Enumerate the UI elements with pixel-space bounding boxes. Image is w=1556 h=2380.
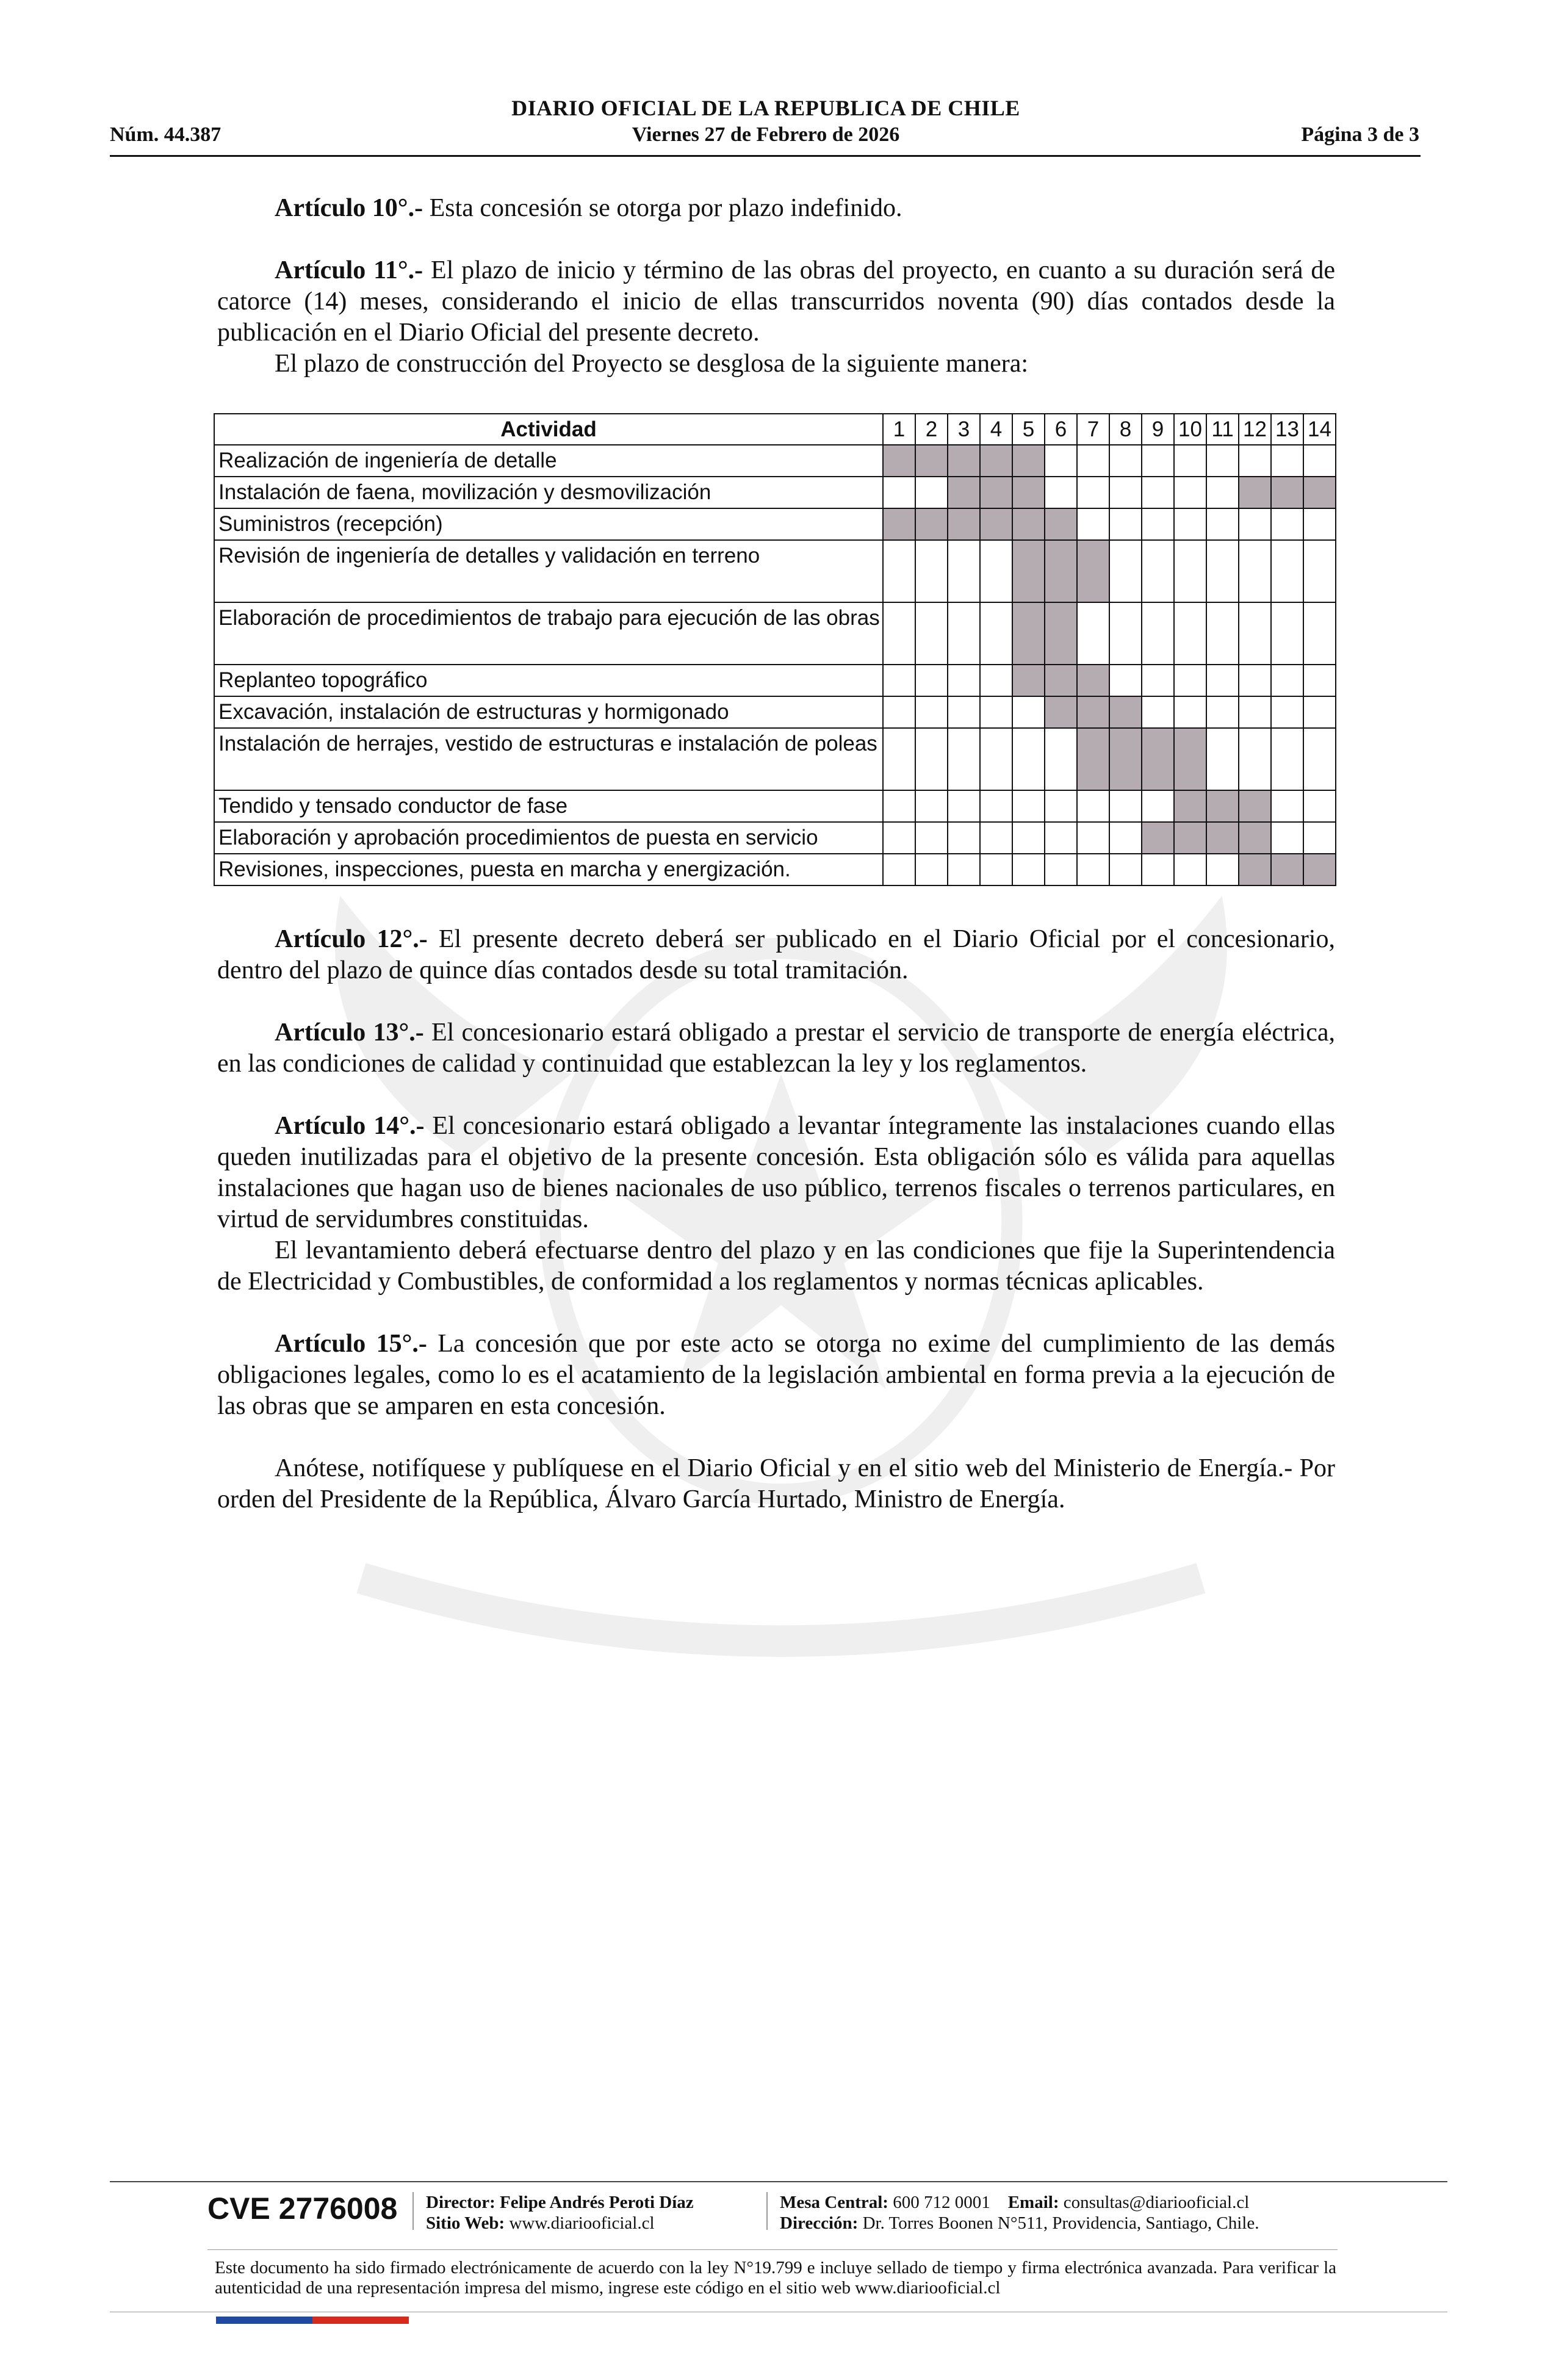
gantt-cell-empty: [1174, 854, 1206, 885]
gantt-cell-active: [980, 477, 1012, 508]
gantt-cell-empty: [1109, 790, 1142, 822]
gantt-cell-empty: [1271, 790, 1303, 822]
gantt-cell-empty: [1271, 602, 1303, 665]
legal-notice: Este documento ha sido firmado electrónicamente de acuerdo con la ley N°19.799 e incluye sellado de tiempo y firma electrónica avanzada. Para verificar la autenticidad de una representación impresa del mismo, ingrese este código en el sitio web www.diariooficial.cl: [215, 2258, 1336, 2298]
gantt-cell-active: [1239, 790, 1271, 822]
gantt-cell-empty: [915, 665, 948, 696]
gantt-cell-empty: [1206, 696, 1239, 728]
gantt-cell-empty: [980, 665, 1012, 696]
gantt-cell-active: [1303, 854, 1336, 885]
article-14: Artículo 14°.- El concesionario estará obligado a levantar íntegramente las instalaciones cuando ellas queden inutilizadas para el objetivo de la presente concesión. Esta obligación sólo es válida para aquellas instalaciones que hagan uso de bienes nacionales de uso público, terrenos fiscales o terrenos particulares, en virtud de servidumbres constituidas.: [217, 1112, 1335, 1233]
gantt-cell-active: [1012, 602, 1045, 665]
gantt-cell-empty: [1142, 477, 1174, 508]
header-divider: [110, 155, 1421, 157]
gantt-month-header: 10: [1174, 414, 1206, 445]
gantt-cell-empty: [883, 602, 915, 665]
gantt-activity-label: Revisiones, inspecciones, puesta en marcha y energización.: [214, 854, 883, 885]
gantt-cell-active: [1109, 728, 1142, 790]
gantt-month-header: 2: [915, 414, 948, 445]
gantt-cell-active: [1045, 665, 1077, 696]
gantt-row: [214, 477, 1336, 508]
gantt-cell-active: [1271, 477, 1303, 508]
gantt-cell-active: [1174, 790, 1206, 822]
gantt-cell-empty: [1271, 665, 1303, 696]
gantt-cell-empty: [883, 477, 915, 508]
gantt-cell-empty: [883, 790, 915, 822]
gantt-cell-empty: [1045, 790, 1077, 822]
gantt-cell-active: [1206, 822, 1239, 854]
gantt-month-header: 6: [1045, 414, 1077, 445]
gantt-cell-empty: [915, 854, 948, 885]
gantt-cell-empty: [883, 854, 915, 885]
gantt-activity-label: Suministros (recepción): [214, 508, 883, 540]
gantt-cell-empty: [1239, 602, 1271, 665]
gantt-cell-empty: [1206, 508, 1239, 540]
gantt-cell-empty: [1109, 540, 1142, 602]
gantt-row: [214, 665, 1336, 696]
gantt-activity-label: Elaboración de procedimientos de trabajo para ejecución de las obras: [214, 602, 883, 665]
gantt-cell-empty: [1303, 540, 1336, 602]
gantt-cell-empty: [1142, 602, 1174, 665]
gantt-cell-empty: [980, 822, 1012, 854]
gantt-cell-empty: [883, 696, 915, 728]
article-11: Artículo 11°.- El plazo de inicio y término de las obras del proyecto, en cuanto a su duración será de catorce (14) meses, considerando el inicio de ellas transcurridos noventa (90) días contados desde la publicación en el Diario Oficial del presente decreto.: [217, 256, 1336, 347]
gantt-cell-active: [1077, 665, 1109, 696]
gantt-cell-active: [1142, 728, 1174, 790]
gantt-cell-active: [1012, 477, 1045, 508]
gantt-cell-empty: [1303, 508, 1336, 540]
gantt-cell-empty: [915, 696, 948, 728]
footer-separator: [766, 2192, 768, 2230]
email-link[interactable]: consultas@diariooficial.cl: [1063, 2193, 1250, 2212]
gantt-cell-empty: [1045, 854, 1077, 885]
gantt-cell-empty: [1109, 665, 1142, 696]
gantt-cell-empty: [1109, 508, 1142, 540]
gantt-cell-active: [915, 508, 948, 540]
gantt-cell-empty: [883, 822, 915, 854]
gantt-month-header: 13: [1271, 414, 1303, 445]
gantt-cell-empty: [1303, 602, 1336, 665]
gantt-cell-empty: [883, 665, 915, 696]
gantt-cell-empty: [1271, 822, 1303, 854]
footer-separator: [412, 2192, 414, 2230]
decree-body-continued: [217, 924, 1335, 1515]
gantt-month-header: 3: [948, 414, 980, 445]
gantt-cell-empty: [1109, 854, 1142, 885]
gantt-activity-label: Replanteo topográfico: [214, 665, 883, 696]
gantt-cell-active: [1077, 696, 1109, 728]
gantt-cell-empty: [1142, 540, 1174, 602]
gantt-cell-active: [1239, 822, 1271, 854]
gantt-cell-empty: [1077, 477, 1109, 508]
gantt-cell-active: [1045, 696, 1077, 728]
gantt-cell-empty: [1142, 790, 1174, 822]
gantt-cell-empty: [1109, 445, 1142, 477]
gantt-month-header: 11: [1206, 414, 1239, 445]
gantt-cell-active: [948, 508, 980, 540]
gantt-cell-empty: [1303, 696, 1336, 728]
gantt-cell-empty: [1303, 665, 1336, 696]
gantt-cell-empty: [1174, 477, 1206, 508]
newspaper-title: DIARIO OFICIAL DE LA REPUBLICA DE CHILE: [511, 96, 1020, 120]
gantt-cell-active: [1012, 508, 1045, 540]
flag-stripe-blue: [216, 2317, 312, 2324]
gantt-cell-empty: [948, 854, 980, 885]
gantt-cell-empty: [1142, 445, 1174, 477]
gantt-cell-active: [1045, 540, 1077, 602]
gantt-row: [214, 508, 1336, 540]
gantt-cell-active: [915, 445, 948, 477]
gantt-row: [214, 602, 1336, 665]
gantt-month-header: 5: [1012, 414, 1045, 445]
gantt-cell-empty: [1142, 665, 1174, 696]
gantt-cell-active: [1012, 540, 1045, 602]
gantt-cell-empty: [948, 790, 980, 822]
gantt-cell-empty: [1206, 445, 1239, 477]
gantt-cell-empty: [1206, 602, 1239, 665]
gantt-cell-active: [1271, 854, 1303, 885]
gantt-cell-empty: [1174, 445, 1206, 477]
gantt-cell-empty: [1271, 445, 1303, 477]
gantt-activity-label: Excavación, instalación de estructuras y hormigonado: [214, 696, 883, 728]
gantt-cell-empty: [1077, 508, 1109, 540]
footer-director-block: Director: Felipe Andrés Peroti Díaz Sitio Web: www.diariooficial.cl: [426, 2193, 694, 2233]
gantt-cell-active: [1239, 477, 1271, 508]
gantt-cell-active: [1174, 822, 1206, 854]
gantt-cell-empty: [1142, 508, 1174, 540]
gantt-cell-active: [1077, 728, 1109, 790]
gantt-cell-empty: [1109, 822, 1142, 854]
gantt-cell-empty: [1045, 477, 1077, 508]
article-13: Artículo 13°.- El concesionario estará obligado a prestar el servicio de transporte de energía eléctrica, en las condiciones de calidad y continuidad que establezcan la ley y los reglamentos.: [217, 1019, 1335, 1078]
gantt-cell-empty: [1239, 540, 1271, 602]
gantt-cell-empty: [1206, 854, 1239, 885]
gantt-activity-label: Elaboración y aprobación procedimientos de puesta en servicio: [214, 822, 883, 854]
gantt-cell-empty: [1271, 728, 1303, 790]
gantt-cell-empty: [1174, 540, 1206, 602]
gantt-cell-active: [1142, 822, 1174, 854]
gantt-cell-empty: [948, 696, 980, 728]
gantt-header-activity: Actividad: [214, 414, 883, 445]
gantt-cell-empty: [915, 602, 948, 665]
issue-number: Núm. 44.387: [110, 123, 222, 146]
article-11-paragraph-2: El plazo de construcción del Proyecto se desglosa de la siguiente manera:: [275, 350, 1029, 378]
gantt-cell-empty: [1077, 602, 1109, 665]
gantt-cell-empty: [1045, 445, 1077, 477]
gantt-cell-empty: [915, 477, 948, 508]
gantt-cell-empty: [980, 728, 1012, 790]
gantt-row: [214, 540, 1336, 602]
gantt-cell-empty: [1077, 790, 1109, 822]
gantt-cell-empty: [1142, 854, 1174, 885]
gantt-cell-active: [980, 508, 1012, 540]
gantt-row: [214, 822, 1336, 854]
gantt-month-header: 9: [1142, 414, 1174, 445]
gantt-cell-active: [1012, 665, 1045, 696]
gantt-activity-label: Realización de ingeniería de detalle: [214, 445, 883, 477]
gantt-cell-active: [1077, 540, 1109, 602]
gantt-cell-empty: [1303, 445, 1336, 477]
gantt-cell-empty: [948, 728, 980, 790]
gantt-cell-empty: [915, 540, 948, 602]
cve-code: CVE 2776008: [207, 2191, 398, 2226]
gantt-cell-active: [948, 445, 980, 477]
article-10: Artículo 10°.- Esta concesión se otorga por plazo indefinido.: [275, 194, 902, 222]
gantt-cell-empty: [980, 540, 1012, 602]
gantt-cell-empty: [1239, 728, 1271, 790]
gantt-cell-empty: [980, 854, 1012, 885]
footer-contact-block: Mesa Central: 600 712 0001 Email: consultas@diariooficial.cl Dirección: Dr. Torres Boonen N°511, Providencia, Santiago, Chile.: [780, 2193, 1259, 2233]
gantt-cell-active: [1012, 445, 1045, 477]
gantt-cell-empty: [1174, 665, 1206, 696]
gantt-cell-empty: [1206, 728, 1239, 790]
article-12: Artículo 12°.- El presente decreto deberá ser publicado en el Diario Oficial por el concesionario, dentro del plazo de quince días contados desde su total tramitación.: [217, 925, 1335, 984]
footer-divider-top: [110, 2181, 1447, 2182]
gantt-cell-active: [1206, 790, 1239, 822]
gantt-cell-empty: [915, 822, 948, 854]
gantt-cell-empty: [915, 790, 948, 822]
gantt-cell-empty: [1045, 822, 1077, 854]
gantt-cell-empty: [1303, 822, 1336, 854]
gantt-cell-empty: [1206, 540, 1239, 602]
gantt-cell-empty: [1303, 728, 1336, 790]
gantt-cell-empty: [980, 696, 1012, 728]
gantt-cell-active: [1045, 602, 1077, 665]
gantt-cell-empty: [948, 665, 980, 696]
decree-body: [217, 193, 1335, 380]
issue-date: Viernes 27 de Febrero de 2026: [632, 123, 900, 146]
gantt-cell-empty: [948, 822, 980, 854]
gantt-cell-empty: [1174, 602, 1206, 665]
gantt-cell-empty: [1012, 822, 1045, 854]
gantt-cell-empty: [1303, 790, 1336, 822]
gantt-activity-label: Revisión de ingeniería de detalles y validación en terreno: [214, 540, 883, 602]
gantt-cell-active: [1303, 477, 1336, 508]
gantt-cell-empty: [980, 790, 1012, 822]
gantt-cell-active: [1239, 854, 1271, 885]
footer-divider-middle: [207, 2249, 1338, 2250]
gantt-cell-empty: [1077, 854, 1109, 885]
gantt-cell-empty: [1077, 822, 1109, 854]
gantt-activity-label: Tendido y tensado conductor de fase: [214, 790, 883, 822]
flag-stripe-red: [312, 2317, 409, 2324]
gantt-cell-empty: [1109, 477, 1142, 508]
gantt-cell-empty: [980, 602, 1012, 665]
gantt-row: [214, 728, 1336, 790]
gantt-cell-empty: [1045, 728, 1077, 790]
gantt-cell-empty: [1271, 696, 1303, 728]
gantt-cell-empty: [1012, 728, 1045, 790]
gantt-cell-empty: [1239, 445, 1271, 477]
gantt-cell-empty: [948, 540, 980, 602]
gantt-row: [214, 790, 1336, 822]
gantt-cell-active: [883, 445, 915, 477]
gantt-cell-empty: [1239, 665, 1271, 696]
construction-schedule-table: [214, 413, 1336, 886]
gantt-row: [214, 854, 1336, 885]
gantt-cell-empty: [1012, 790, 1045, 822]
gantt-cell-active: [1045, 508, 1077, 540]
closing-formula: Anótese, notifíquese y publíquese en el Diario Oficial y en el sitio web del Ministerio de Energía.- Por orden del Presidente de la República, Álvaro García Hurtado, Ministro de Energía.: [217, 1454, 1335, 1513]
gantt-cell-empty: [1077, 445, 1109, 477]
gantt-cell-empty: [883, 728, 915, 790]
gantt-month-header: 4: [980, 414, 1012, 445]
gantt-activity-label: Instalación de faena, movilización y desmovilización: [214, 477, 883, 508]
gantt-cell-empty: [1239, 508, 1271, 540]
gantt-row: [214, 696, 1336, 728]
gantt-cell-empty: [1012, 696, 1045, 728]
gantt-cell-empty: [1239, 696, 1271, 728]
gantt-month-header: 1: [883, 414, 915, 445]
gantt-cell-active: [948, 477, 980, 508]
gantt-cell-empty: [1174, 696, 1206, 728]
phone-number: 600 712 0001: [893, 2193, 990, 2212]
gantt-month-header: 7: [1077, 414, 1109, 445]
gantt-month-header: 12: [1239, 414, 1271, 445]
gantt-activity-label: Instalación de herrajes, vestido de estructuras e instalación de poleas: [214, 728, 883, 790]
gantt-cell-empty: [1174, 508, 1206, 540]
gantt-cell-empty: [1271, 540, 1303, 602]
gantt-cell-active: [1174, 728, 1206, 790]
gantt-cell-empty: [1142, 696, 1174, 728]
article-14-paragraph-2: El levantamiento deberá efectuarse dentro del plazo y en las condiciones que fije la Superintendencia de Electricidad y Combustibles, de conformidad a los reglamentos y normas técnicas aplicables.: [217, 1236, 1335, 1296]
website-link[interactable]: www.diariooficial.cl: [509, 2213, 655, 2233]
gantt-cell-empty: [883, 540, 915, 602]
gantt-cell-active: [883, 508, 915, 540]
gantt-cell-active: [980, 445, 1012, 477]
gantt-cell-empty: [1271, 508, 1303, 540]
gantt-cell-active: [1109, 696, 1142, 728]
gantt-cell-empty: [1109, 602, 1142, 665]
gantt-cell-empty: [1206, 477, 1239, 508]
gantt-cell-empty: [948, 602, 980, 665]
gantt-cell-empty: [915, 728, 948, 790]
page-number: Página 3 de 3: [1301, 123, 1419, 146]
article-15: Artículo 15°.- La concesión que por este acto se otorga no exime del cumplimiento de las demás obligaciones legales, como lo es el acatamiento de la legislación ambiental en forma previa a la ejecución de las obras que se amparen en esta concesión.: [217, 1330, 1335, 1420]
director-name: Felipe Andrés Peroti Díaz: [500, 2193, 694, 2212]
gantt-month-header: 8: [1109, 414, 1142, 445]
gantt-month-header: 14: [1303, 414, 1336, 445]
gantt-cell-empty: [1206, 665, 1239, 696]
gantt-row: [214, 445, 1336, 477]
address: Dr. Torres Boonen N°511, Providencia, Santiago, Chile.: [862, 2213, 1259, 2233]
gantt-cell-empty: [1012, 854, 1045, 885]
